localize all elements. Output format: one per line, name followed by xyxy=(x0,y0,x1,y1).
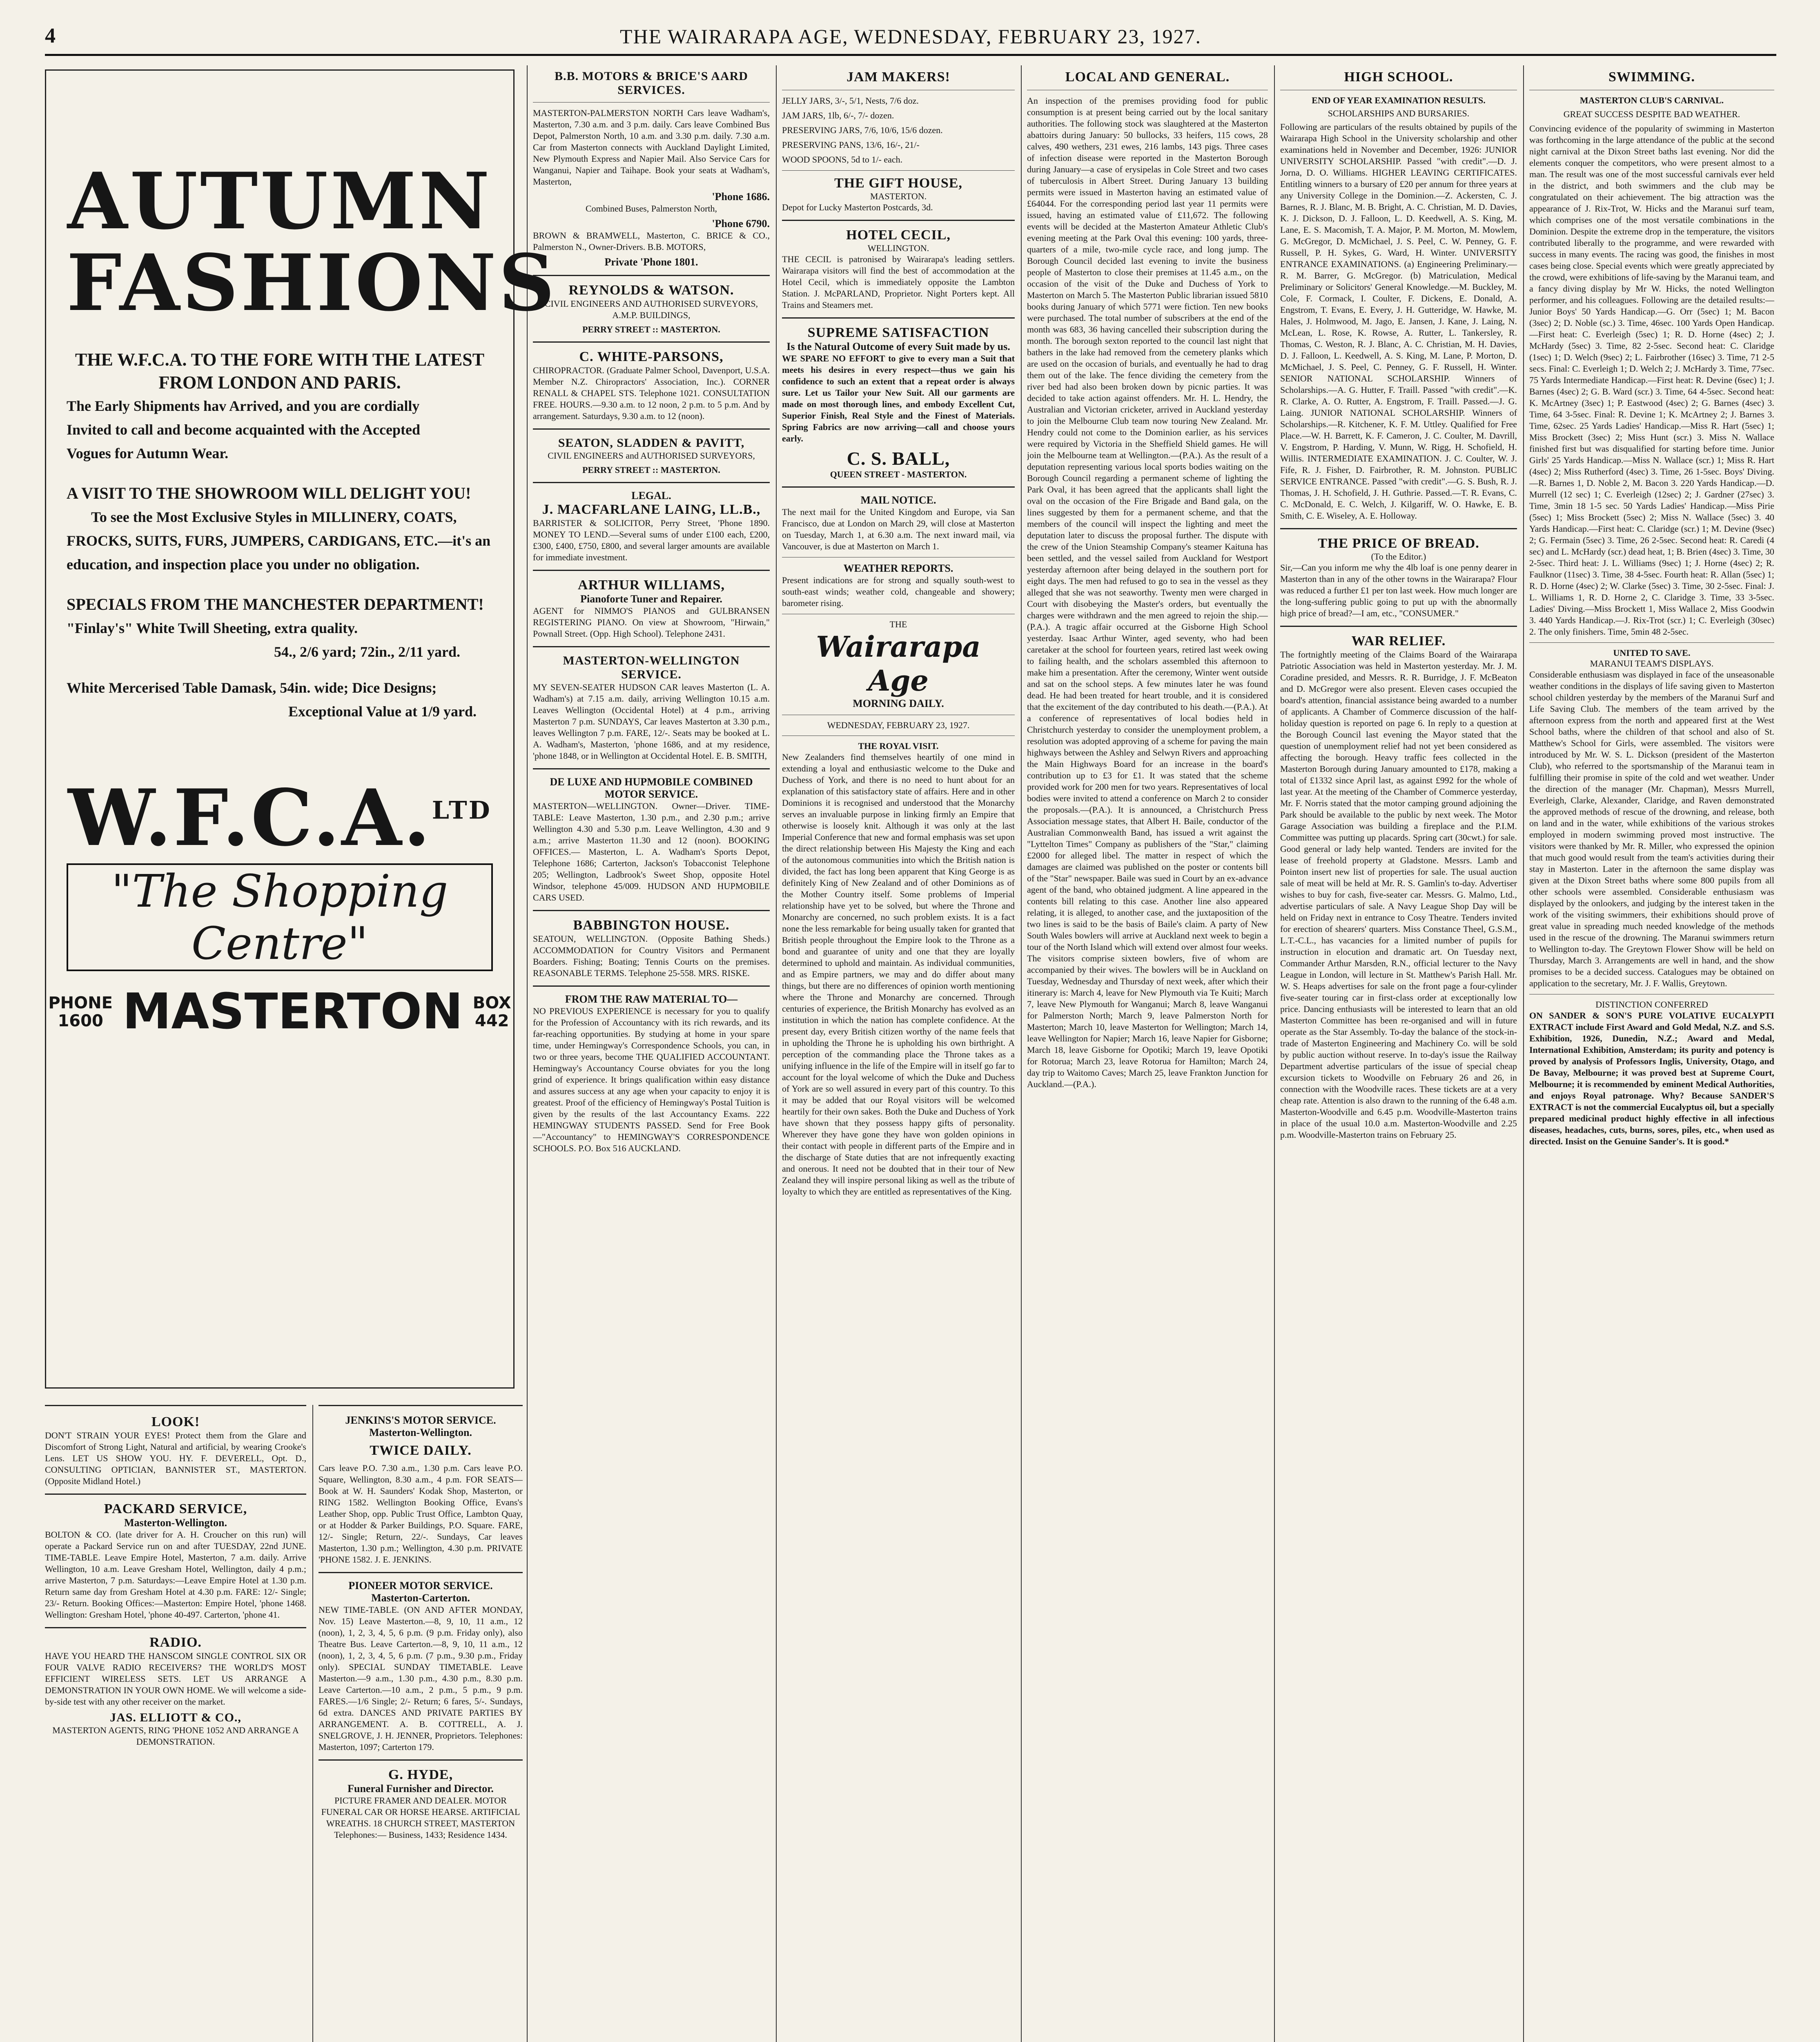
hyde-sub: Funeral Furnisher and Director. xyxy=(348,1783,494,1795)
swimming-sub2: GREAT SUCCESS DESPITE BAD WEATHER. xyxy=(1563,109,1740,119)
macfarlane-body: BARRISTER & SOLICITOR, Perry Street, 'Phone 1890. MONEY TO LEND.—Several sums of under £100 each, £200, £300, £400, £750, £800, and several larger amounts are available for immediate investment. xyxy=(533,518,770,562)
jam-line: WOOD SPOONS, 5d to 1/- each. xyxy=(782,154,903,165)
jenkins-twice: TWICE DAILY. xyxy=(370,1443,472,1458)
legal-label: LEGAL. xyxy=(631,490,671,502)
column-rule xyxy=(1274,65,1275,2042)
arthur-williams-heading: ARTHUR WILLIAMS, xyxy=(578,577,725,593)
gift-house-body: Depot for Lucky Masterton Postcards, 3d. xyxy=(782,202,933,212)
ad-line: The Early Shipments hav Arrived, and you are cordially xyxy=(67,398,420,414)
look-body: DON'T STRAIN YOUR EYES! Protect them from the Glare and Discomfort of Strong Light, Natural and artificial, by wearing Crooke's Lens. LET US SHOW YOU. HY. F. DEVERELL, Opt. D., CONSULTING OPTICIAN, BANNISTER ST., MASTERTON. (Opposite Midland Hotel.) xyxy=(45,1430,306,1486)
swimming-sub1: MASTERTON CLUB'S CARNIVAL. xyxy=(1579,95,1724,105)
pioneer-sub: Masterton-Carterton. xyxy=(371,1592,470,1604)
shopping-centre-tagline: "The Shopping Centre" xyxy=(67,863,493,971)
weather-heading: WEATHER REPORTS. xyxy=(843,562,953,574)
swimming-heading: SWIMMING. xyxy=(1608,69,1695,85)
radio-body: HAVE YOU HEARD THE HANSCOM SINGLE CONTROL SIX OR FOUR VALVE RADIO RECEIVERS? THE WORLD'S MOST EFFICIENT WIRELESS SETS. LET US ARRANGE A DEMONSTRATION IN YOUR OWN HOME. We will welcome a side-by-side test with any other receiver on the market. xyxy=(45,1651,306,1707)
autumn-fashions-ad xyxy=(45,69,557,1389)
phone-block: PHONE 1600 xyxy=(48,993,113,1030)
jam-line: JELLY JARS, 3/-, 5/1, Nests, 7/6 doz. xyxy=(782,96,919,106)
ad-line: Exceptional Value at 1/9 yard. xyxy=(288,703,477,720)
bb-phone-1: 'Phone 1686. xyxy=(712,191,770,203)
ad-line: Vogues for Autumn Wear. xyxy=(67,445,229,461)
high-school-heading: HIGH SCHOOL. xyxy=(1344,69,1453,85)
bb-motors-body: MASTERTON-PALMERSTON NORTH Cars leave Wadham's, Masterton, 7.30 a.m. and 3 p.m. daily. Cars leave Combined Bus Depot, Palmerston North, 10 a.m. and 3.30 p.m. daily. 7.30 a.m. Car from Masterton connects with Auckland Daylight Limited, New Plymouth Express and Napier Mail. Also Service Cars for Wanganui, Napier and Taihape. Book your seats at Wadham's, Masterton, xyxy=(533,108,770,187)
white-parsons-body: CHIROPRACTOR. (Graduate Palmer School, Davenport, U.S.A. Member N.Z. Chiropractors' Association, Inc.). CORNER RENALL & CHAPEL STS. Telephone 1021. CONSULTATION FREE. HOURS.—9.30 a.m. to 12 noon, 2 p.m. to 5 p.m. And by arrangement. Saturdays, 9.30 a.m. to 12 (noon). xyxy=(533,365,770,421)
high-school-sub1: END OF YEAR EXAMINATION RESULTS. xyxy=(1312,95,1486,105)
united-to-save-sub: MARANUI TEAM'S DISPLAYS. xyxy=(1590,658,1714,669)
ad-line: education, and inspection place you under no obligation. xyxy=(67,556,420,573)
elliott-heading: JAS. ELLIOTT & CO., xyxy=(110,1711,241,1724)
mail-notice-body: The next mail for the United Kingdom and Europe, via San Francisco, due at London on March 29, will close at Masterton on Tuesday, March 1, at 6.30 a.m. The next inward mail, via Vancouver, is due at Masterton on March 1. xyxy=(782,507,1015,551)
weather-body: Present indications are for strong and squally south-west to south-east winds; weather cold, changeable and showery; barometer rising. xyxy=(782,575,1015,608)
war-relief-heading: WAR RELIEF. xyxy=(1351,633,1446,649)
packard-sub: Masterton-Wellington. xyxy=(124,1517,227,1529)
packard-body: BOLTON & CO. (late driver for A. H. Croucher on this run) will operate a Packard Service run on and after TUESDAY, 22nd JUNE. TIME-TABLE. Leave Empire Hotel, Masterton, 7 a.m. daily. Arrive Wellington, 10 a.m. Leave Gresham Hotel, Wellington, daily 4 p.m.; arrive Masterton, 7 p.m. Saturdays:—Leave Empire Hotel at 1.30 p.m. Return same day from Gresham Hotel at 4.30 p.m. FARE: 12/- Single; 23/- Return. Booking Offices:—Masterton: Empire Hotel, 'phone 1468. Wellington: Gresham Hotel, 'phone 40-497. Carterton, 'phone 41. xyxy=(45,1529,306,1620)
war-relief-body: The fortnightly meeting of the Claims Board of the Wairarapa Patriotic Association was held in Masterton yesterday. Mr. J. M. Coradine presided, and Messrs. R. R. Burridge, J. F. McBeaton and D. McGregor were also present. Eleven cases occupied the board's attention, financial assistance being awarded to a number of applicants. A Chamber of Commerce discussion of the half-holiday question is reported on page 6. In reply to a question at the Borough Council last evening the Mayor stated that the question of unemployment relief had not yet been considered as affecting the borough. Heavy traffic fees collected in the Masterton Borough during January amounted to £178, making a total of £1332 since April last, as against £992 for the whole of last year. At the meeting of the Chamber of Commerce yesterday, Mr. F. Norris stated that the motor camping ground adjoining the Park should be available to the public by next week. The Motor Garage Association was building a fireplace and the P.I.M. Committee was putting up placards. Spring cart (30cwt.) for sale. Good general or lady help wanted. Tenders are invited for the lease of freehold property at Gladstone. Messrs. Lamb and Pointon insert new list of properties for sale. The usual auction sale of meat will be held at Mr. R. S. Gamlin's to-day. Advertiser wishes to buy for cash, five-seater car. Messrs. G. Malmo, Ltd., advertise particulars of sale. A Navy League Shop Day will be held on Friday next in entrance to Cosy Theatre. Tenders invited for erection of shearers' quarters. Miss Constance Theel, G.S.M., L.T.-C.L., has vacancies for a limited number of pupils for instruction in elocution and dramatic art. On Tuesday next, Commander Arthur Marsden, R.N., official lecturer to the Navy League in London, will lecture in St. Matthew's Parish Hall. Mr. W. S. Heaps advertises for sale on the front page a four-cylinder five-seater touring car in first-class order at exceptionally low price. Dancing enthusiasts will be interested to learn that an old Masterton Committee has been re-organised and will in future operate as the Star Assembly. To-day the balance of the stock-in-trade of Masterton Engineering and Machinery Co. will be sold by public auction without reserve. In to-day's issue the Railway Department advertise particulars of the issue of special cheap excursion tickets to Woodville on February 26 and 26, in connection with the Woodville races. These tickets are at a very cheap rate. Attention is also drawn to the running of the 6.48 a.m. Masterton-Woodville and 6.45 p.m. Woodville-Masterton trains in place of the usual 10.0 a.m. Masterton-Woodville and 2.25 p.m. Woodville-Masterton trains on February 25. xyxy=(1280,649,1517,1140)
united-to-save-heading: UNITED TO SAVE. xyxy=(1613,648,1691,658)
page-number: 4 xyxy=(45,24,56,47)
column-2 xyxy=(533,69,770,2042)
column-rule xyxy=(776,65,777,2042)
royal-visit-heading: THE ROYAL VISIT. xyxy=(858,741,939,751)
arthur-williams-sub: Pianoforte Tuner and Repairer. xyxy=(580,593,722,605)
bb-private-phone: Private 'Phone 1801. xyxy=(604,256,698,268)
jam-line: PRESERVING JARS, 7/6, 10/6, 15/6 dozen. xyxy=(782,125,943,135)
header-rule xyxy=(45,54,1776,56)
ad-line: "Finlay's" White Twill Sheeting, extra quality. xyxy=(67,620,358,636)
distinction-body: ON SANDER & SON'S PURE VOLATIVE EUCALYPTI EXTRACT include First Award and Gold Medal, N.Z. and S.S. Exhibition, 1926, Dunedin, N.Z.; Award and Medal, International Exhibition, Amsterdam; its purity and potency is proved by analysis of Professors Inglis, University, Otago, and De Bavay, Melbourne; it was proved best at Supreme Court, Melbourne; it is recommended by eminent Medical Authorities, and enjoys Royal patronage. Why? Because SANDER'S EXTRACT is not the commercial Eucalyptus oil, but a specially prepared medicinal product highly effective in all infectious diseases, headaches, cuts, burns, sores, piles, etc., when used as directed. Insist on the Genuine Sander's. It is good.* xyxy=(1529,1010,1774,1146)
seaton-sladden-body: CIVIL ENGINEERS and AUTHORISED SURVEYORS, xyxy=(548,450,755,461)
edition-date: WEDNESDAY, FEBRUARY 23, 1927. xyxy=(827,720,970,730)
bb-owners: BROWN & BRAMWELL, Masterton, C. BRICE & CO., Palmerston N., Owner-Drivers. B.B. MOTORS, xyxy=(533,230,770,252)
bb-line: Combined Buses, Palmerston North, xyxy=(585,203,717,214)
jam-line: PRESERVING PANS, 13/6, 16/-, 21/- xyxy=(782,140,920,150)
local-general-body: An inspection of the premises providing food for public consumption is at present being carried out by the local sanitary authorities. The following stock was slaughtered at the Masterton abattoirs during January: 50 bullocks, 33 heifers, 115 cows, 28 calves, 490 wethers, 231 ewes, 216 lambs, 143 pigs. Three cases of infection disease were reported in the Masterton Borough during January—a case of erysipelas in Cole Street and two cases of tuberculosis in Albert Street. During January 13 building permits were issued in Masterton having an estimated value of £64044. For the corresponding period last year 11 permits were issued, having an estimated value of £11,672. The following events will be decided at the Masterton Amateur Athletic Club's evening meeting at the Park Oval this evening: 100 yards, three-quarters of a mile, two-mile cycle race, and long jump. The Borough Council decided last evening to invite the business people of Masterton to close their premises at 11.45 a.m., on the occasion of the visit of the Duke and Duchess of York to Masterton on March 5. The Masterton Public librarian issued 5810 books during January of which 5771 were fiction. Ten new books were purchased. The total number of subscribers at the end of the month was 683, 36 having cancelled their subscription during the month. The borough sexton reported to the council last night that bathers in the lake had removed from the cemetery planks which are used on the occasion of burials, and eventually he had to drag them out of the lake. The fence dividing the cemetery from the river bed had also been broken down by picnic parties. It was decided to take action against offenders. Mr. H. L. Hendry, the Australian and Victorian cricketer, arrived in Auckland yesterday to join the Melbourne Club team now touring New Zealand. Mr. Hendry could not come to the Dominion earlier, as his services were required by Victoria in the Sheffield Shield games. He will join the Melbourne team at Wellington.—(P.A.). As the result of a deputation representing various local sports bodies waiting on the Borough Council regarding a permanent scheme of lighting the Park Oval, it has been agreed that the applicants shall light the oval on the occasion of the Fire Brigade and Band gala, on the lines suggested by them for a permanent scheme, and that the members of the council will inspect the lighting and meet the deputation later to discuss the proposal further. The dispute with the crew of the Union Steamship Company's steamer Kaituna has been settled, and the vessel sailed from Auckland for Westport yesterday afternoon after being delayed in the southern port for eight days. The men had refused to go to sea in the vessel as they alleged that she was not seaworthy. Twenty men were charged in Court with disobeying the Master's orders, but eventually the charges were withdrawn and the men agreed to rejoin the ship.—(P.A.). A tragic affair occurred at the Gisborne High School yesterday. Isaac Arthur Winter, aged seventy, who had been caretaker at the school for fourteen years, retired last week owing to failing health, and the scholars assembled this afternoon to make him a presentation. After the ceremony, Winter went outside and sat on the school steps. A few minutes later he was found dead. He had been treated for heart trouble, and it is considered that the excitement of the day contributed to his death.—(P.A.). At a conference of representatives of local bodies held in Christchurch yesterday to consider the unemployment problem, a resolution was adopted approving of a scheme for paving the main highways between the Ashley and Selwyn Rivers and approaching the Main Highways Board for an increase in the board's contribution up to £3 for £1. It was stated that the scheme provided work for 200 men for two years. Representatives of local bodies were invited to attend a conference on March 2 to consider the proposals.—(P.A.). It is announced, a Christchurch Press Association message states, that Albert H. Baile, conductor of the Australian Commonwealth Band, has issued a writ against the "Lyttelton Times" Company as publishers of the "Star," claiming £2000 for alleged libel. The matter in respect of which the damages are claimed was published on the poster or contents bill of the "Star" newspaper. Baile was sued in Court by an ex-advance agent of the band, who obtained judgment. A line appeared in the contents bill relating to this case. Another line also appeared relating, it is alleged, to another case, and the juxtaposition of the two lines is said to be the basis of Baile's claim. A party of New South Wales bowlers will arrive at Auckland next week to begin a tour of the North Island which will extend over almost four weeks. The visitors comprise sixteen bowlers, five of whom are accompanied by their wives. The bowlers will be in Auckland on Tuesday, Wednesday and Thursday of next week, after which their itinerary is: March 4, leave for New Plymouth via Te Kuiti; March 7, leave New Plymouth for Wanganui; March 8, leave Wanganui for Palmerston North; March 9, leave Palmerston North for Masterton; March 10, leave Masterton for Wellington; March 14, leave Wellington for Napier; March 16, leave Napier for Gisborne; March 18, leave Gisborne for Opotiki; March 19, leave Opotiki for Rotorua; March 23, leave Rotorua for Hamilton; March 24, day trip to Waitomo Caves; March 25, leave Frankton Junction for Auckland.—(P.A.). xyxy=(1027,96,1268,1089)
ad-title-fashions: FASHIONS xyxy=(67,237,557,328)
ad-line: White Mercerised Table Damask, 54in. wide; Dice Designs; xyxy=(67,680,437,696)
distinction-heading: DISTINCTION CONFERRED xyxy=(1595,999,1708,1010)
reynolds-watson-address: PERRY STREET :: MASTERTON. xyxy=(582,324,720,334)
white-parsons-heading: C. WHITE-PARSONS, xyxy=(579,349,724,364)
column-rule xyxy=(1021,65,1022,2042)
ad-line: To see the Most Exclusive Styles in MILLINERY, COATS, xyxy=(91,509,457,525)
elliott-body: MASTERTON AGENTS, RING 'PHONE 1052 AND ARRANGE A DEMONSTRATION. xyxy=(52,1725,299,1747)
local-general-heading: LOCAL AND GENERAL. xyxy=(1065,69,1230,85)
gift-house-heading: THE GIFT HOUSE, xyxy=(834,176,962,191)
lower-mid-column xyxy=(319,1405,523,2042)
ad-title-autumn: AUTUMN xyxy=(67,156,492,247)
gift-house-sub: MASTERTON. xyxy=(870,191,927,201)
price-of-bread-body: Sir,—Can you inform me why the 4lb loaf is one penny dearer in Masterton than in any of the other towns in the Wairarapa? Flour was reduced a further £1 per ton last week. How much longer are the long-suffering public going to put up with the abnormally high price of bread?—I am, etc., "CONSUMER." xyxy=(1280,562,1517,618)
hotel-cecil-sub: WELLINGTON. xyxy=(867,243,929,253)
mail-notice-heading: MAIL NOTICE. xyxy=(860,494,936,506)
jam-makers-heading: JAM MAKERS! xyxy=(847,69,950,85)
royal-visit-body: New Zealanders find themselves heartily of one mind in extending a loyal and enthusiastic welcome to the Duke and Duchess of York, and there is no need to hunt about for an explanation of this satisfactory state of affairs. Here and in other Dominions it is recognised and understood that the Monarchy serves an invaluable purpose in linking firmly an Empire that otherwise is loosely knit. Although it was only at the last Imperial Conference that new and formal emphasis was set upon the direct relationship between His Majesty the King and each of the autonomous communities into which the British nation is divided, the fact has long been apparent that King George is as definitely King of New Zealand and of other Dominions as of the Mother Country itself. Some problems of Imperial relationship have yet to be solved, but where the Throne and Monarchy are concerned, no such problem exists. It is a fact none the less remarkable for being usually taken for granted that British people throughout the Empire look to the Throne as a bond and guarantee of unity and one that they are loyally determined to uphold and maintain. As individual communities, and as Empire partners, we may and do differ about many things, but there are no differences of opinion worth mentioning where the Throne and Monarchy are concerned. Through centuries of experience, the British Monarchy has evolved as an institution in which the nation has complete confidence. At the present day, every British citizen worthy of the name feels that in upholding the Throne he is upholding his own birthright. A perception of the commanding place the Throne takes as a unifying influence in the life of the Empire will in itself go far to account for the loyal welcome of which the Duke and Duchess of York are so well assured in every part of this country. To this it may be added that our Royal visitors will be welcomed heartily for their own sakes. Both the Duke and Duchess of York have shown that they possess happy gifts of personality. Wherever they have gone they have won golden opinions in their contact with people in different parts of the Empire and in the discharge of State duties that are not infrequently exacting and onerous. It need not be doubted that in their tour of New Zealand they will inspire personal liking as well as the tribute of loyalty to which they are entitled as representatives of the King. xyxy=(782,752,1015,1197)
raw-material-heading: FROM THE RAW MATERIAL TO— xyxy=(565,993,738,1005)
supreme-satisfaction-body: WE SPARE NO EFFORT to give to every man a Suit that meets his desires in every respect—thus we gain his confidence to such an extent that a repeat order is always sure. Let us Tailor your New Suit. All our garments are made on most thorough lines, and embody Excellent Cut, Superior Finish, Real Style and the Finest of Materials. Spring Fabrics are now arriving—call and choose yours early. xyxy=(782,353,1015,444)
column-4 xyxy=(1027,69,1268,2042)
hotel-cecil-heading: HOTEL CECIL, xyxy=(846,227,951,243)
newspaper-header-title: THE WAIRARAPA AGE, WEDNESDAY, FEBRUARY 23, 1927. xyxy=(620,25,1201,48)
radio-heading: RADIO. xyxy=(149,1635,202,1650)
column-rule xyxy=(527,65,528,2042)
packard-heading: PACKARD SERVICE, xyxy=(104,1501,247,1516)
ad-line: Invited to call and become acquainted with the Accepted xyxy=(67,421,420,438)
high-school-body: Following are particulars of the results obtained by pupils of the Wairarapa High School in the University scholarship and other examinations held in November and December, 1926: JUNIOR UNIVERSITY SCHOLARSHIP. Passed "with credit".—D. J. Jorna, D. O. Williams. HIGHER LEAVING CERTIFICATES. Entitling winners to a bursary of £20 per annum for three years at any University College in the Dominion.—Z. Ackersten, C. J. Barnes, R. J. Blanc, M. B. Bright, A. C. Christian, M. D. Davies, K. J. Dickson, D. J. Falloon, L. D. Keedwell, A. S. King, M. Lane, E. S. Macomish, T. A. Major, P. M. Morton, M. Mowlem, G. McGregor, D. McMichael, J. S. Peel, C. W. Penney, G. F. Russell, P. H. Sykes, G. Ward, H. Winter. UNIVERSITY ENTRANCE EXAMINATIONS. (a) Engineering Preliminary.—R. M. Barrer, G. McGregor. (b) Matriculation, Medical Preliminary or Solicitors' General Knowledge.—M. Buckley, M. Cole, F. Cormack, I. Coulter, F. Dickens, E. Donald, A. Engstrom, T. Evans, E. Every, J. H. Gutteridge, W. Hawke, M. Hales, J. Holmwood, M. Jago, E. Jansen, J. Kane, J. Laing, N. McLean, L. Rose, K. Rowse, A. Rutter, L. Tankersley, R. Thomas, C. Weston, R. J. Blanc, A. C. Christian, M. H. Davies, D. J. Falloon, L. Keedwell, A. S. King, M. Lane, P. Morton, D. McMichael, J. S. Peel, C. Penney, G. F. Russell, H. Winter. SENIOR NATIONAL SCHOLARSHIP. Winners of Scholarships.—A. G. Hutter, F. Traill. Passed "with credit".—K. R. Clarke, A. O. Rutter, A. Engstrom, F. Traill. Passed.—J. G. Laing. JUNIOR NATIONAL SCHOLARSHIP. Winners of Scholarships.—R. Kitchener, K. F. M. Uttley. Qualified for Free Place.—W. H. Barrett, K. F. Cameron, J. C. Coulter, M. Davrill, V. Engstrom, P. Harding, V. Munn, W. Rigg, H. Schofield, H. Willis. INTERMEDIATE EXAMINATION. J. C. Coulter, W. J. Fife, R. J. Fisher, D. Fairbrother, R. M. Johnston. PUBLIC SERVICE ENTRANCE. Passed "with credit".—G. S. Bush, R. J. Thomas, J. H. Schofield, J. H. Guthrie. Passed.—T. R. Evans, C. C. McDonald, E. C. Welch, J. Kilgariff, W. O. Hawke, E. B. Smith, C. E. Wiseley, A. E. Holloway. xyxy=(1280,122,1517,521)
wfca-logo: W.F.C.A.$^{LTD}$ xyxy=(68,772,492,863)
price-of-bread-heading: THE PRICE OF BREAD. xyxy=(1318,536,1479,551)
pioneer-body: NEW TIME-TABLE. (ON AND AFTER MONDAY, Nov. 15) Leave Masterton.—8, 9, 10, 11 a.m., 12 (noon), 1, 2, 3, 4, 5, 6 p.m. (9 p.m. Friday only), also Theatre Bus. Leave Carterton.—8, 9, 10, 11 a.m., 12 (noon), 1, 2, 3, 4, 5, 6 p.m. (7 p.m., 9.30 p.m., Friday only). SPECIAL SUNDAY TIMETABLE. Leave Masterton.—9 a.m., 1.30 p.m., 4.30 p.m., 8.30 p.m. Leave Carterton.—10 a.m., 2 p.m., 5 p.m., 9 p.m. FARES.—1/6 Single; 2/- Return; 6 fares, 5/-. Sundays, 6d extra. DANCES AND PRIVATE PARTIES BY ARRANGEMENT. A. B. COTTRELL, A. J. SNELGROVE, J. H. JENNER, Proprietors. Telephones: Masterton, 1097; Carterton 179. xyxy=(319,1605,523,1752)
jenkins-sub: Masterton-Wellington. xyxy=(369,1427,472,1438)
de-luxe-body: MASTERTON—WELLINGTON. Owner—Driver. TIME-TABLE: Leave Masterton, 1.30 p.m., and 2.30 p.m.; arrive Wellington 4.30 and 5.30 p.m. Leave Wellington, 4.30 and 9 a.m.; arrive Masterton 11.30 and 12 (noon). BOOKING OFFICES.— Masterton, L. A. Wadham's Sports Depot, Telephone 1686; Carterton, Jackson's Tobacconist Telephone 205; Wellington, Ladbrook's Sweet Shop, opposite Hotel Windsor, telephone 45/009. HUDSON AND HUPMOBILE CARS USED. xyxy=(533,801,770,903)
ad-line: 54., 2/6 yard; 72in., 2/11 yard. xyxy=(274,644,460,660)
supreme-satisfaction-sub: Is the Natural Outcome of every Suit made by us. xyxy=(786,341,1010,352)
nameplate-the: THE xyxy=(889,619,907,629)
seaton-sladden-address: PERRY STREET :: MASTERTON. xyxy=(582,465,720,475)
look-heading: LOOK! xyxy=(151,1414,200,1429)
united-to-save-body: Considerable enthusiasm was displayed in face of the unseasonable weather conditions in the displays of life saving given to Masterton school children yesterday by the members of the Maranui Surf and Life Saving Club. The members of the team arrived by the afternoon express from the north and appeared first at the West School baths, where the children of that school and also of St. Matthew's School for Girls, were assembled. The visitors were introduced by Mr. W. S. L. Dickson (president of the Masterton Club), who referred to the sportsmanship of the Maranui team in fulfilling their promise in spite of the cold and wet weather. Under the direction of the manager (Mr. Chapman), Messrs Murrell, Everleigh, Clarke, Alexander, Claridge, and Raven demonstrated the approved methods of rescue of the drowning, and release, both on land and in the water, while exhibitions of the various strokes employed in modern swimming proved most instructive. The visitors were thanked by Mr. R. Miller, who expressed the opinion that much good would result from the team's activities during their stay in Masterton. Later in the afternoon the same display was given at the Dixon Street baths where some 800 pupils from all other schools were assembled. Considerable enthusiasm was displayed by the onlookers, and judging by the interest taken in the work of the visiting swimmers, their exhibitions should prove of great value in spreading much needed knowledge of the methods used in the rescue of the drowning. The Maranui swimmers return to Wellington to-day. The Greytown Flower Show will be held on Thursday, March 3. Arrangements are well in hand, and the show promises to be a decided success. Catalogues may be obtained on application to the secretary, Mr. J. F. Wallis, Greytown. xyxy=(1529,669,1774,988)
seaton-sladden-heading: SEATON, SLADDEN & PAVITT, xyxy=(558,436,745,450)
nameplate-daily: MORNING DAILY. xyxy=(853,698,944,709)
ad-line: THE W.F.C.A. TO THE FORE WITH THE LATEST xyxy=(75,350,485,370)
price-of-bread-sub: (To the Editor.) xyxy=(1371,551,1426,562)
babbington-body: SEATOUN, WELLINGTON. (Opposite Bathing Sheds.) ACCOMMODATION for Country Visitors and Permanent Boarders. Fishing; Boating; Tennis Courts on the premises. REASONABLE TERMS. Telephone 25-558. MRS. RISKE. xyxy=(533,934,770,978)
high-school-sub2: SCHOLARSHIPS AND BURSARIES. xyxy=(1328,108,1470,118)
ad-line: SPECIALS FROM THE MANCHESTER DEPARTMENT! xyxy=(67,595,484,613)
bb-motors-heading: B.B. MOTORS & BRICE'S AARD SERVICES. xyxy=(555,69,748,97)
de-luxe-heading: DE LUXE AND HUPMOBILE COMBINED MOTOR SERVICE. xyxy=(550,776,753,800)
macfarlane-heading: J. MACFARLANE LAING, LL.B., xyxy=(542,502,761,517)
pioneer-heading: PIONEER MOTOR SERVICE. xyxy=(348,1580,493,1592)
raw-material-body: NO PREVIOUS EXPERIENCE is necessary for you to qualify for the Profession of Accountancy with its rich rewards, and its far-reaching opportunities. By studying at home in your spare time, under Hemingway's Correspondence Schools, you can, in two or three years, become THE QUALIFIED ACCOUNTANT. Hemingway's Accountancy Course obviates for you the long grind of experience. It brings qualification within easy distance and assures success at any age when your capacity to enjoy it is greatest. Proof of the efficiency of Hemingway's Postal Tuition is given by the results of the last Accountancy Exams. 222 HEMINGWAY STUDENTS PASSED. Send for Free Book—"Accountancy" to HEMINGWAY'S CORRESPONDENCE SCHOOLS. P.O. Box 516 AUCKLAND. xyxy=(533,1006,770,1153)
town-name: MASTERTON xyxy=(122,983,463,1040)
hyde-body: PICTURE FRAMER AND DEALER. MOTOR FUNERAL CAR OR HORSE HEARSE. ARTIFICIAL WREATHS. 18 CHURCH STREET, MASTERTON Telephones:— Business, 1433; Residence 1434. xyxy=(321,1795,520,1840)
lower-left-column xyxy=(45,1405,306,2042)
column-5 xyxy=(1280,69,1517,2042)
jam-line: JAM JARS, 1lb, 6/-, 7/- dozen. xyxy=(782,110,894,120)
reynolds-watson-body: CIVIL ENGINEERS AND AUTHORISED SURVEYORS, A.M.P. BUILDINGS, xyxy=(544,299,758,320)
hotel-cecil-body: THE CECIL is patronised by Wairarapa's leading settlers. Wairarapa visitors will find the best of accommodation at the Hotel Cecil, which is immediately opposite the Lambton Station. J. McPARLAND, Proprietor. Night Porters kept. All Trains and Steamers met. xyxy=(782,254,1015,310)
column-6 xyxy=(1529,69,1774,2042)
hyde-heading: G. HYDE, xyxy=(388,1767,453,1782)
arthur-williams-body: AGENT for NIMMO'S PIANOS and GULBRANSEN REGISTERING PIANO. On view at Showroom, "Hirwain," Pownall Street. (Opp. High School). Telephone 2431. xyxy=(533,606,770,639)
cs-ball-address: QUEEN STREET - MASTERTON. xyxy=(830,469,967,479)
supreme-satisfaction-heading: SUPREME SATISFACTION xyxy=(807,325,989,340)
bb-phone-2: 'Phone 6790. xyxy=(712,218,770,230)
jenkins-heading: JENKINS'S MOTOR SERVICE. xyxy=(345,1414,496,1426)
ad-line: A VISIT TO THE SHOWROOM WILL DELIGHT YOU! xyxy=(67,484,471,502)
cs-ball-heading: C. S. BALL, xyxy=(847,448,950,469)
box-block: BOX 442 xyxy=(472,993,511,1030)
column-rule xyxy=(312,1405,313,2042)
column-rule xyxy=(1523,65,1524,2042)
ad-line: FROCKS, SUITS, FURS, JUMPERS, CARDIGANS, ETC.—it's an xyxy=(67,533,491,549)
ad-line: FROM LONDON AND PARIS. xyxy=(158,372,401,392)
babbington-heading: BABBINGTON HOUSE. xyxy=(573,918,730,933)
jenkins-body: Cars leave P.O. 7.30 a.m., 1.30 p.m. Cars leave P.O. Square, Wellington, 8.30 a.m., 4 p.m. FOR SEATS—Book at W. H. Saunders' Kodak Shop, Masterton, or RING 1582. Wellington Booking Office, Evans's Leather Shop, opp. Public Trust Office, Lambton Quay, or at Hodder & Parker Buildings, P.O. Square. FARE, 12/- Single; Return, 22/-. Sundays, Car leaves Masterton, 1.30 p.m.; Wellington, 4.30 p.m. PRIVATE 'PHONE 1582. J. E. JENKINS. xyxy=(319,1463,523,1565)
nameplate: Wairarapa Age xyxy=(816,630,981,698)
swimming-body: Convincing evidence of the popularity of swimming in Masterton was forthcoming in the large attendance of the public at the second night carnival at the Dixon Street baths last evening. Nor did the elements conquer the competitors, who were present almost to a man. The result was one of the most successful carnivals ever held in the district, and both swimmers and the club may be congratulated on their achievement. The big attraction was the appearance of J. Rix-Trot, W. Hicks and the Maranui surf team, which comprises one of the most versatile combinations in the Dominion. Despite the extreme drop in the temperature, the visitors contributed liberally to the programme, and were rewarded with success in many events. The racing was good, the finishes in most cases being close. Special events which were greatly appreciated by the crowd, were exhibitions of life-saving by the Maranui team, and a fancy diving display by Mr W. Hicks, the noted Wellington performer, and his colleagues. Following are the detailed results:— Junior Boys' 50 Yards Handicap.—G. Orr (5sec) 1; M. Bacon (3sec) 2; D. Noble (sc.) 3. Time, 46sec. 100 Yards Open Handicap.—First heat: C. Everleigh (5sec) 1; R. D. Horne (4sec) 2; J. McHardy (5sec) 3. Time, 82 2-5sec. Second heat: C. Claridge (1sec) 1; D. Welch (9sec) 2; L. Fairbrother (16sec) 3. Time, 71 2-5 secs. Final: C. Everleigh 1; D. Welch 2; J. McHardy 3. Time, 77sec. 75 Yards Intermediate Handicap.—First heat: R. Devine (6sec) 1; J. Barnes (4sec) 2; G. B. Ward (scr.) 3. Time, 64 4-5sec. Second heat: K. McArtney (3sec) 1; P. Eastwood (4sec) 2; G. Barnes (4sec) 3. Time, 64 3-5sec. Final: R. Devine 1; K. McArtney 2; J. Barnes 3. Time, 62sec. 25 Yards Ladies' Handicap.—Miss R. Hart (5sec) 1; Miss Brockett (3sec) 2; Miss Hunt (scr.) 3. Miss N. Wallace finished first but was disqualified for starting before time. Junior Girls' 25 Yards Handicap.—Miss N. Wallace (scr.) 1; Miss R. Hart (4sec) 2; Miss Rutherford (4sec) 3. Time, 26 1-5sec. Boys' Diving.—R. Barnes 1, D. Noble 2, M. Bacon 3. 220 Yards Handicap.—D. Murrell (12 sec) 1; C. Everleigh (12sec) 2; J. Gardner (27sec) 3. Time, 3min 18 1-5 sec. 50 Yards Ladies' Handicap.—Miss Pirie (5sec) 1; Miss Brockett (5sec) 2; Miss N. Wallace (5sec) 3. 40 Yards Handicap.—First heat: C. Claridge (scr.) 1; M. Devine (9sec) 2; G. Fermain (5sec) 3. Time, 26 2-5sec. Second heat: R. Caredi (4 sec) and L. McHardy (scr.) dead heat, 1; B. Brien (4sec) 3. Time, 30 2-5sec. Third heat: J. L. Williams (9sec) 1; J. Horne (4sec) 2; R. Faulknor (11sec) 3. Time, 38 4-5sec. Fourth heat: R. Allan (5sec) 1; R. D. Horne (4sec) 2; W. Clarke (5sec) 3. Time, 30 2-5sec. Final: J. L. Williams 1, R. D. Horne 2, C. Claridge 3. Time, 33 3-5sec. Ladies' Diving.—Miss Brockett 1, Miss Wallace 2, Miss Goodwin 3. 440 Yards Handicap.—J. Rix-Trot (scr.) 1; C. Everleigh (30sec) 2. The only finishers. Time, 5min 48 2-5sec. xyxy=(1529,123,1774,637)
reynolds-watson-heading: REYNOLDS & WATSON. xyxy=(568,283,734,298)
masterton-wellington-heading: MASTERTON-WELLINGTON SERVICE. xyxy=(563,654,740,681)
contact-row xyxy=(48,983,511,1040)
column-3 xyxy=(782,69,1015,2042)
masthead xyxy=(45,16,1776,61)
masterton-wellington-body: MY SEVEN-SEATER HUDSON CAR leaves Masterton (L. A. Wadham's) at 7.15 a.m. daily, arriving Wellington 10.15 a.m. Leaves Wellington (Occidental Hotel) at 4 p.m., arriving Masterton 7 p.m. SUNDAYS, Car leaves Masterton at 3.30 p.m., leaves Wellington 7 p.m. FARE, 12/-. Seats may be booked at L. A. Wadham's, Masterton, 'phone 1686, and at my residence, 'phone 1848, or in Wellington at Occidental Hotel. E. B. SMITH, xyxy=(533,682,770,761)
